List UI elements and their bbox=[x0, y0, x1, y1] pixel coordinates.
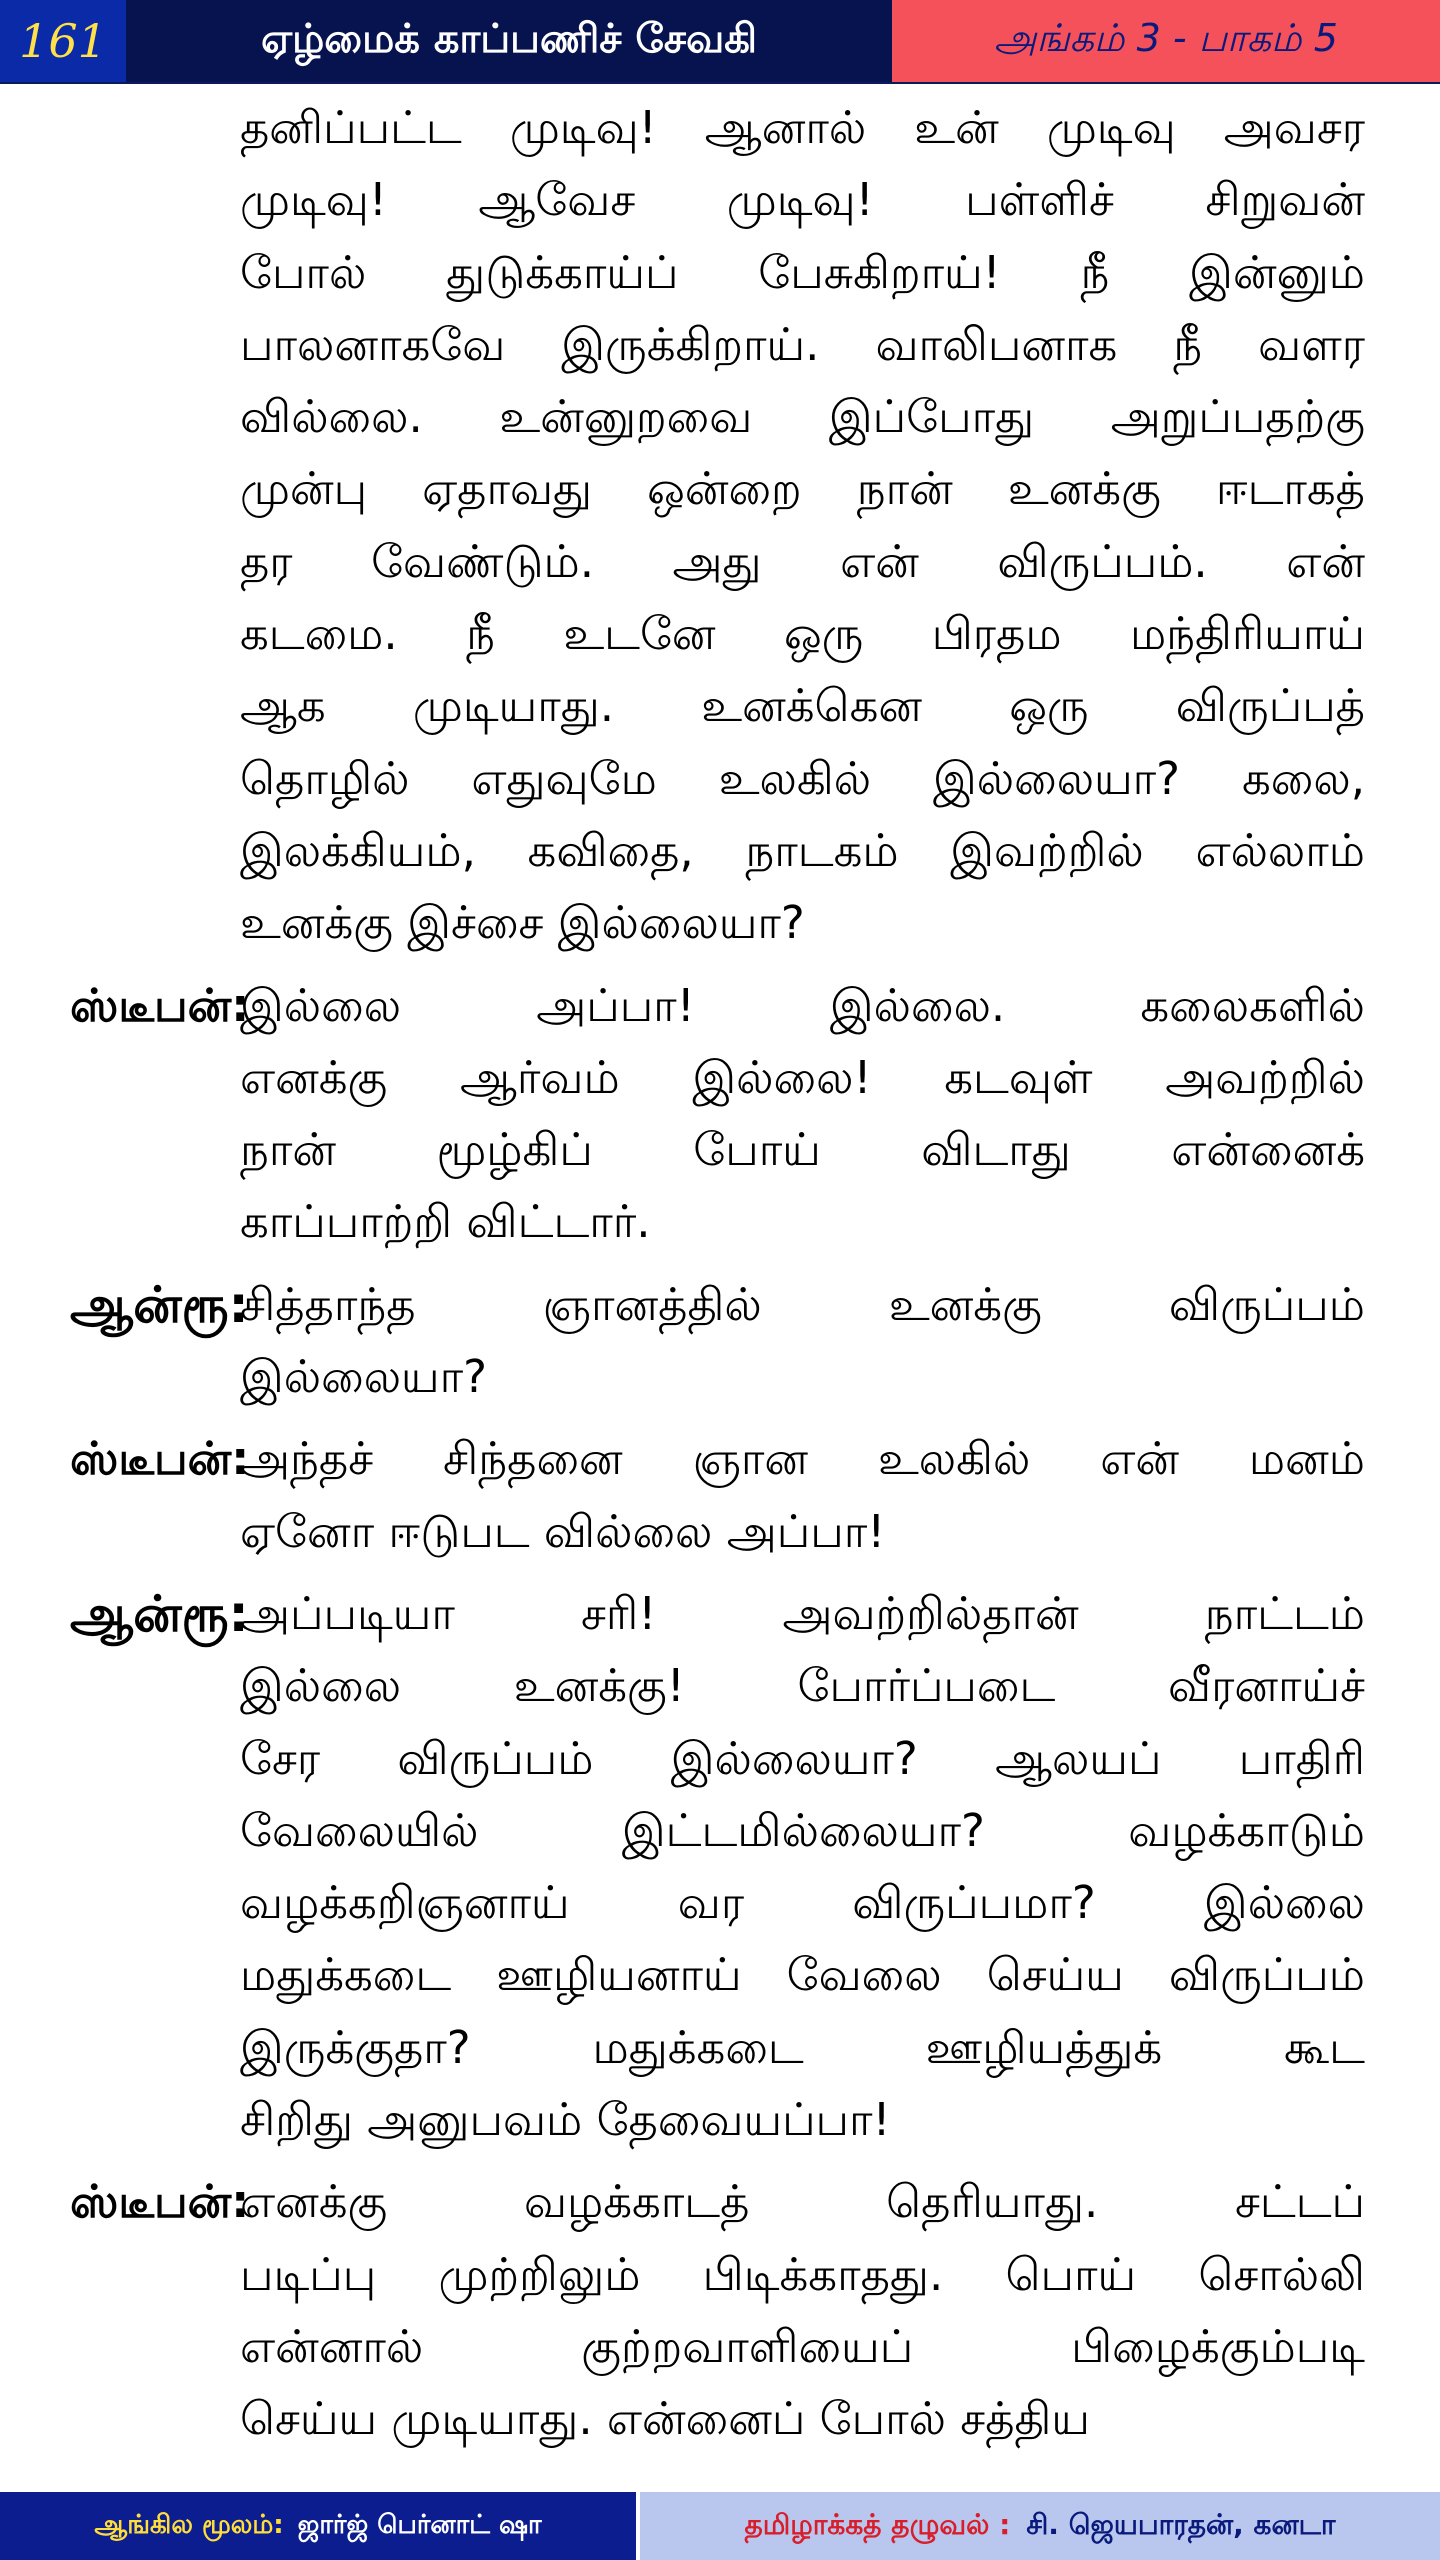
act-part-label: அங்கம் 3 - பாகம் 5 bbox=[892, 0, 1440, 82]
line-text: மதுக்கடை ஊழியனாய் வேலை செய்ய விருப்பம் bbox=[240, 1948, 1365, 2002]
text-line bbox=[0, 970, 1440, 1042]
text-line bbox=[0, 2084, 1440, 2156]
line-text: வேலையில் இட்டமில்லையா? வழக்காடும் bbox=[240, 1803, 1365, 1857]
line-text: அப்படியா சரி! அவற்றில்தான் நாட்டம் bbox=[240, 1586, 1365, 1640]
text-line bbox=[0, 237, 1440, 309]
line-text: காப்பாற்றி விட்டார். bbox=[240, 1195, 651, 1249]
line-text: நான் மூழ்கிப் போய் விடாது என்னைக் bbox=[240, 1123, 1365, 1177]
line-text: இல்லை உனக்கு! போர்ப்படை வீரனாய்ச் bbox=[240, 1659, 1365, 1713]
line-text: ஏனோ ஈடுபட வில்லை அப்பா! bbox=[240, 1504, 886, 1558]
page-footer bbox=[0, 2492, 1440, 2560]
text-line bbox=[0, 526, 1440, 598]
line-text: சேர விருப்பம் இல்லையா? ஆலயப் பாதிரி bbox=[240, 1731, 1365, 1785]
text-line bbox=[0, 381, 1440, 453]
source-author: ஜார்ஜ் பெர்னாட் ஷா bbox=[297, 2509, 542, 2540]
speaker-name: ஸ்டீபன்: bbox=[70, 2175, 250, 2229]
translator-name: சி. ஜெயபாரதன், கனடா bbox=[1026, 2507, 1336, 2541]
play-text bbox=[0, 92, 1440, 2456]
line-text: எனக்கு ஆர்வம் இல்லை! கடவுள் அவற்றில் bbox=[240, 1050, 1365, 1104]
line-text: உனக்கு இச்சை இல்லையா? bbox=[240, 896, 805, 950]
block-gap bbox=[0, 1259, 1440, 1269]
text-line bbox=[0, 1186, 1440, 1258]
speaker-name: ஸ்டீபன்: bbox=[70, 978, 250, 1032]
speaker-name: ஆன்ரூ: bbox=[70, 1584, 249, 1643]
text-line bbox=[0, 598, 1440, 670]
line-text: படிப்பு முற்றிலும் பிடிக்காதது. பொய் சொல்லி bbox=[240, 2247, 1365, 2301]
text-line bbox=[0, 92, 1440, 164]
text-line bbox=[0, 2311, 1440, 2383]
text-line bbox=[0, 1578, 1440, 1650]
line-text: சித்தாந்த ஞானத்தில் உனக்கு விருப்பம் bbox=[240, 1277, 1365, 1331]
line-text: ஆக முடியாது. உனக்கென ஒரு விருப்பத் bbox=[240, 679, 1365, 733]
line-text: முடிவு! ஆவேச முடிவு! பள்ளிச் சிறுவன் bbox=[240, 173, 1365, 227]
text-line bbox=[0, 1114, 1440, 1186]
line-text: இல்லையா? bbox=[240, 1350, 488, 1404]
text-line bbox=[0, 2012, 1440, 2084]
source-credit bbox=[0, 2492, 636, 2560]
book-title: ஏழ்மைக் காப்பணிச் சேவகி bbox=[126, 0, 892, 82]
dialogue-block bbox=[0, 1578, 1440, 2156]
text-line bbox=[0, 1795, 1440, 1867]
text-line bbox=[0, 815, 1440, 887]
line-text: இல்லை அப்பா! இல்லை. கலைகளில் bbox=[240, 978, 1365, 1032]
block-gap bbox=[0, 1413, 1440, 1423]
text-line bbox=[0, 1341, 1440, 1413]
text-line bbox=[0, 2383, 1440, 2455]
text-line bbox=[0, 453, 1440, 525]
block-gap bbox=[0, 2156, 1440, 2166]
line-text: தர வேண்டும். அது என் விருப்பம். என் bbox=[240, 534, 1365, 588]
block-gap bbox=[0, 960, 1440, 970]
line-text: தனிப்பட்ட முடிவு! ஆனால் உன் முடிவு அவசர bbox=[240, 101, 1365, 154]
line-text: இலக்கியம், கவிதை, நாடகம் இவற்றில் எல்லாம் bbox=[240, 823, 1365, 877]
dialogue-block bbox=[0, 1269, 1440, 1414]
speaker-name: ஆன்ரூ: bbox=[70, 1275, 249, 1334]
line-text: என்னால் குற்றவாளியைப் பிழைக்கும்படி bbox=[240, 2319, 1365, 2373]
line-text: பாலனாகவே இருக்கிறாய். வாலிபனாக நீ வளர bbox=[240, 317, 1365, 371]
line-text: வழக்கறிஞனாய் வர விருப்பமா? இல்லை bbox=[240, 1876, 1365, 1930]
line-text: தொழில் எதுவுமே உலகில் இல்லையா? கலை, bbox=[240, 751, 1365, 805]
text-line bbox=[0, 1867, 1440, 1939]
text-line bbox=[0, 1939, 1440, 2011]
line-text: வில்லை. உன்னுறவை இப்போது அறுப்பதற்கு bbox=[240, 390, 1365, 444]
block-gap bbox=[0, 1568, 1440, 1578]
line-text: இருக்குதா? மதுக்கடை ஊழியத்துக் கூட bbox=[240, 2020, 1365, 2074]
dialogue-block bbox=[0, 1423, 1440, 1568]
text-line bbox=[0, 1650, 1440, 1722]
text-line bbox=[0, 1496, 1440, 1568]
text-line bbox=[0, 2166, 1440, 2238]
text-line bbox=[0, 2239, 1440, 2311]
text-line bbox=[0, 887, 1440, 959]
continued-speech bbox=[0, 92, 1440, 960]
speaker-name: ஸ்டீபன்: bbox=[70, 1432, 250, 1486]
page-number: 161 bbox=[0, 0, 126, 82]
text-line bbox=[0, 1723, 1440, 1795]
text-line bbox=[0, 1423, 1440, 1495]
line-text: எனக்கு வழக்காடத் தெரியாது. சட்டப் bbox=[240, 2175, 1365, 2229]
dialogue-block bbox=[0, 2166, 1440, 2455]
line-text: செய்ய முடியாது. என்னைப் போல் சத்திய bbox=[240, 2392, 1090, 2446]
page-header bbox=[0, 0, 1440, 84]
text-line bbox=[0, 309, 1440, 381]
line-text: போல் துடுக்காய்ப் பேசுகிறாய்! நீ இன்னும் bbox=[240, 245, 1365, 299]
dialogue-block bbox=[0, 970, 1440, 1259]
source-label: ஆங்கில மூலம்: bbox=[94, 2509, 284, 2540]
text-line bbox=[0, 164, 1440, 236]
text-line bbox=[0, 1042, 1440, 1114]
line-text: முன்பு ஏதாவது ஒன்றை நான் உனக்கு ஈடாகத் bbox=[240, 462, 1365, 516]
translation-label: தமிழாக்கத் தழுவல் : bbox=[744, 2507, 1011, 2541]
text-line bbox=[0, 743, 1440, 815]
translation-credit bbox=[640, 2492, 1440, 2560]
line-text: சிறிது அனுபவம் தேவையப்பா! bbox=[240, 2093, 891, 2147]
line-text: கடமை. நீ உடனே ஒரு பிரதம மந்திரியாய் bbox=[240, 607, 1365, 661]
line-text: அந்தச் சிந்தனை ஞான உலகில் என் மனம் bbox=[240, 1432, 1365, 1486]
text-line bbox=[0, 670, 1440, 742]
text-line bbox=[0, 1269, 1440, 1341]
